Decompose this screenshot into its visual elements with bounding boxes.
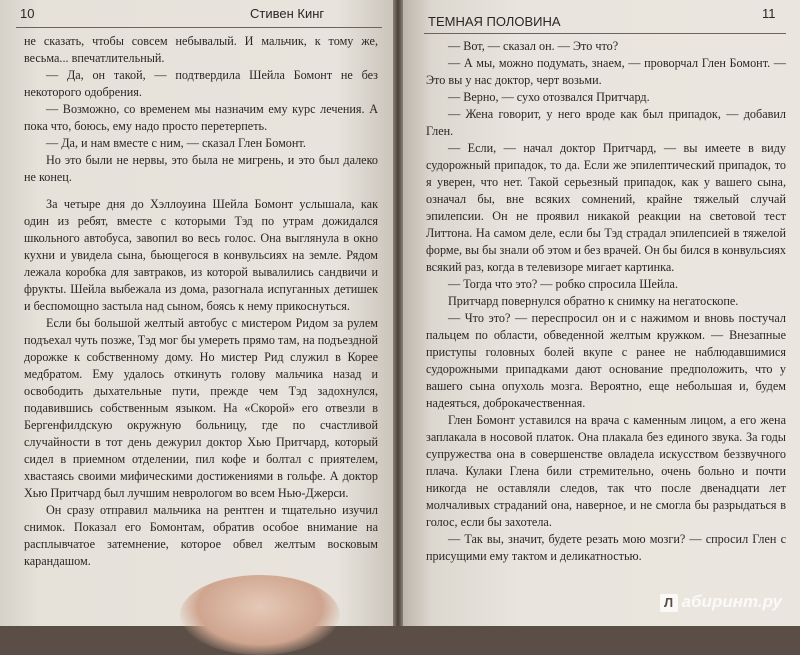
right-running-head: ТЕМНАЯ ПОЛОВИНА xyxy=(428,14,561,29)
paragraph: — Верно, — сухо отозвался Притчард. xyxy=(448,90,650,104)
left-page xyxy=(0,0,396,626)
right-header-rule xyxy=(424,33,786,34)
book-gutter xyxy=(393,0,403,626)
paragraph: За четыре дня до Хэллоуина Шейла Бомонт услышала, как один из ребят, вместе с которыми Тэд по утрам дожидался школьного автобуса, завопил во весь голос. Она выглянула в окно кухни и увидела сына, бьющегося в конвульсиях на земле. Рядом лежала коробка для завтраков, из которой вывалились сандвичи и фрукты. Шейла выбежала из дома, разогнала испуганных детишек и беспомощно застыла над сыном, боясь к нему прикоснуться. xyxy=(24,197,378,313)
right-text xyxy=(426,38,786,565)
paragraph: не сказать, чтобы совсем небывалый. И мальчик, к тому же, весьма... впечатлительный. xyxy=(24,34,378,65)
watermark-text: абиринт.ру xyxy=(681,592,782,611)
paragraph: — Жена говорит, у него вроде как был припадок, — добавил Глен. xyxy=(426,107,786,138)
watermark-logo-icon: Л xyxy=(660,594,678,612)
right-page-number: 11 xyxy=(762,6,776,21)
paragraph: — Тогда что это? — робко спросила Шейла. xyxy=(448,277,679,291)
paragraph: — Да, он такой, — подтвердила Шейла Бомонт не без некоторого одобрения. xyxy=(24,68,378,99)
paragraph: — Вот, — сказал он. — Это что? xyxy=(448,39,619,53)
paragraph: Он сразу отправил мальчика на рентген и тщательно изучил снимок. Показал его Бомонтам, обратив особое внимание на расплывчатое затемнение, которое обвел желтым восковым карандашом. xyxy=(24,503,378,568)
thumb-image xyxy=(180,575,340,655)
paragraph: — Возможно, со временем мы назначим ему курс лечения. А пока что, боюсь, ему надо просто перетерпеть. xyxy=(24,102,378,133)
paragraph: — Если, — начал доктор Притчард, — вы имеете в виду судорожный припадок, то да. Если же эпилептический припадок, то я уверен, что нет. Такой серьезный припадок, как у вашего сына, означал бы, вне всяких сомнений, крайне тяжелый случай эпилепсии. Он не проявил никакой реакции на световой тест Литтона. На самом деле, если бы Тэд страдал эпилепсией в тяжелой форме, вы бы знали об этом и без врачей. Он бы бился в конвульсиях всякий раз, когда в телевизоре мигает картинка. xyxy=(426,141,786,274)
paragraph: Но это были не нервы, это была не мигрень, и это был далеко не конец. xyxy=(24,153,378,184)
left-running-head: Стивен Кинг xyxy=(250,6,325,21)
left-page-number: 10 xyxy=(20,6,35,21)
left-top-text xyxy=(24,33,378,186)
right-page xyxy=(400,0,800,626)
paragraph: — Что это? — переспросил он и с нажимом и вновь постучал пальцем по области, обведенной желтым кружком. — Внезапные приступы головных болей вкупе с ранее не наблюдавшимися судорожными припадками дают основание предположить, что у вашего сына опухоль мозга. Вероятно, еще небольшая и, будем надеяться, доброкачественная. xyxy=(426,311,786,410)
paragraph: — А мы, можно подумать, знаем, — проворчал Глен Бомонт. — Это вы у нас доктор, черт возьми. xyxy=(426,56,786,87)
paragraph: Притчард повернулся обратно к снимку на негатоскопе. xyxy=(448,294,739,308)
paragraph: — Так вы, значит, будете резать мою мозги? — спросил Глен с присущими ему тактом и деликатностью. xyxy=(426,532,786,563)
paragraph: — Да, и нам вместе с ним, — сказал Глен Бомонт. xyxy=(46,136,306,150)
paragraph: Глен Бомонт уставился на врача с каменным лицом, а его жена заплакала в носовой платок. Она плакала без единого звука. За годы супружества она в совершенстве овладела искусством беззвучного плача. Кулаки Глена били стремительно, очень больно и почти никогда не оставляли следов, так что после двенадцати лет молчаливых страданий она, наверное, и не смогла бы разрыдаться в голос, если бы захотела. xyxy=(426,413,786,529)
watermark xyxy=(660,592,782,612)
left-header-rule xyxy=(16,27,382,28)
paragraph: Если бы большой желтый автобус с мистером Ридом за рулем подъехал чуть позже, Тэд мог бы умереть прямо там, на подъездной дорожке к собственному дому. Но мистер Рид служил в Корее медбратом. Ему удалось откинуть голову мальчика назад и освободить дыхательные пути, прежде чем Тэд задохнулся, подавившись собственным языком. На «Скорой» его отвезли в Бергенфилдскую окружную больницу, где по счастливой случайности в тот день дежурил доктор Хью Притчард, который сидел в приемном отделении, пил кофе и болтал с приятелем, хвастаясь своими мифическими достижениями в гольфе. А доктор Хью Притчард был лучшим неврологом во всем Нью-Джерси. xyxy=(24,316,378,500)
left-bottom-text xyxy=(24,196,378,570)
